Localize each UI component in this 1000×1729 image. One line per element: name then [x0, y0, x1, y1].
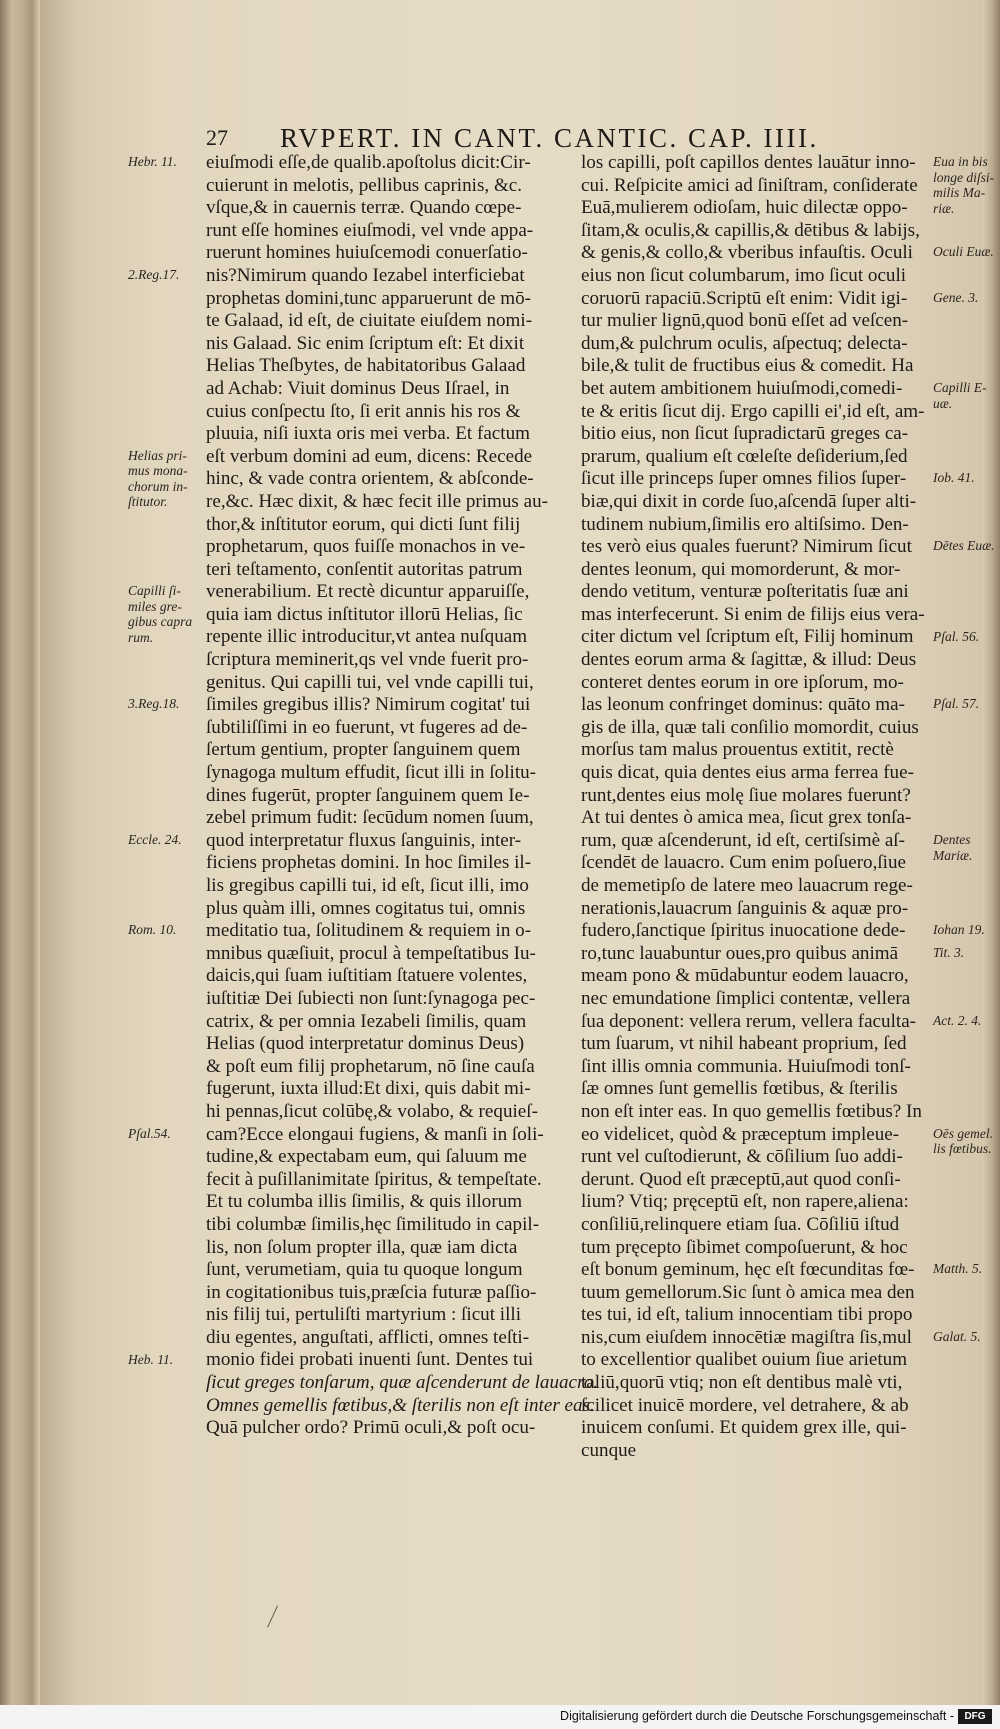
text-line: hi pennas,ſicut colūbę,& volabo, & requieſ- [206, 1100, 538, 1122]
text-line: meam pono & mūdabuntur eodem lauacro, [581, 965, 909, 987]
text-line: quis dicat, quia dentes eius arma ferrea fue- [581, 762, 914, 784]
text-line: ſubtiliſſimi in eo fuerunt, vt fugeres ad de- [206, 716, 528, 738]
text-line: ſcriptura meminerit,qs vel vnde fuerit pro- [206, 649, 529, 671]
text-line: Et tu columba illis ſimilis, & quis illorum [206, 1191, 523, 1213]
text-line: nis Galaad. Sic enim ſcriptum eſt: Et dixit [206, 332, 525, 354]
text-line: plus quàm illi, omnes cogitatus tui, omnis [206, 897, 526, 919]
margin-note: Capilli E- uæ. [933, 380, 987, 411]
text-line: daicis,qui ſuam iuſtitiam ſtatuere volentes, [206, 965, 528, 987]
text-line: prarum, qualium eſt cœleſte deſiderium,ſed [581, 445, 908, 467]
text-line: nis,cum eiuſdem innocētiæ magiſtra ſis,mul [581, 1326, 912, 1348]
text-line: zebel primum fudit: ſecūdum nomen ſuum, [206, 807, 534, 829]
margin-note: Eua in bis longe diſsi- milis Ma- riæ. [933, 154, 995, 216]
text-line: mas interfecerunt. Si enim de filijs eius vera- [581, 603, 925, 625]
margin-note: Iob. 41. [933, 470, 975, 486]
text-line: ficiens prophetas domini. In hoc ſimiles il- [206, 852, 532, 874]
text-line: & genis,& collo,& vberibus infauſtis. Oculi [581, 242, 913, 264]
text-line: nerationis,lauacrum ſanguinis & aquæ pro- [581, 897, 909, 919]
margin-note: Rom. 10. [128, 922, 177, 938]
text-line: tur mulier lignū,quod bonū eſſet ad veſcen- [581, 310, 909, 332]
text-line: de memetipſo de latere meo lauacrum rege- [581, 875, 913, 896]
margin-note: 2.Reg.17. [128, 267, 180, 282]
text-line: iuſtitiæ Dei ſubiecti non ſunt:ſynagoga pec- [206, 987, 536, 1009]
text-line: biæ,qui dixit in corde ſuo,aſcendā ſuper alti- [581, 490, 917, 512]
text-line: ſertum gentium, propter ſanguinem quem [206, 739, 521, 761]
margin-note: Hebr. 11. [128, 154, 177, 169]
margin-note: Matth. 5. [933, 1261, 983, 1277]
text-line: taliū,quorū vtiq; non eſt dentibus malè vti, [581, 1372, 903, 1394]
text-line: tes verò eius quales fuerunt? Nimirum ſicut [581, 536, 912, 558]
dfg-logo: DFG [958, 1709, 992, 1724]
margin-note: Act. 2. 4. [933, 1012, 982, 1028]
text-line: eo videlicet, quòd & præceptum impleue- [581, 1123, 900, 1145]
margin-note: Dentes Mariæ. [933, 832, 973, 863]
text-line: dentes eorum arma & ſagittæ, & illud: Deus [581, 649, 917, 671]
text-line: venerabilium. Et rectè dicuntur apparuiſſe, [206, 581, 530, 603]
text-line: thor,& inſtitutor eorum, qui dicti ſunt filij [206, 513, 521, 535]
text-line: to excellentior qualibet ouium ſiue arietum [581, 1349, 908, 1371]
text-line: ſynagoga multum effudit, ſicut illi in ſolitu- [206, 762, 537, 784]
text-line: cuius conſpectu ſto, ſi erit annis his ros & [206, 400, 521, 422]
text-line: cam?Ecce elongaui fugiens, & manſi in ſoli- [206, 1123, 544, 1145]
margin-note: Pſal. 56. [933, 628, 980, 644]
text-line: inuicem conſumi. Et quidem grex ille, qui- [581, 1417, 907, 1439]
text-line: dum,& pulchrum oculis, aſpectuq; delecta- [581, 332, 908, 354]
text-line: dendo vetitum, venturæ poſteritatis ſuæ ani [581, 581, 909, 603]
text-line: coruorū rapaciū.Scriptū eſt enim: Vidit igi- [581, 287, 908, 309]
margin-note: Pſal. 57. [933, 696, 980, 712]
text-line: te & eritis ſicut dij. Ergo capilli ei',id eſt, am- [581, 400, 925, 422]
margin-note: Eccle. 24. [128, 832, 182, 847]
text-line: conteret dentes eorum in ore ipſorum, mo- [581, 671, 904, 693]
text-line: ad Achab: Viuit dominus Deus Iſrael, in [206, 377, 510, 399]
text-line: tum pręcepto ſibimet compoſuerunt, & hoc [581, 1236, 908, 1258]
text-line: ſitam,& oculis,& capillis,& dētibus & labijs, [581, 219, 920, 241]
footer-bar [0, 1705, 1000, 1729]
text-line: runt eſſe homines eiuſmodi, vel vnde appa- [206, 219, 534, 241]
text-line: prophetarum, quos fuiſſe monachos in ve- [206, 536, 526, 558]
footer-credit: Digitalisierung gefördert durch die Deutsche Forschungsgemeinschaft - [560, 1709, 954, 1723]
text-line: fugerunt, iuxta illud:Et dixi, quis dabit mi- [206, 1078, 531, 1100]
text-line: gis de illa, quæ tali conſilio momordit, cuius [581, 716, 919, 738]
text-line: tuum gemellorum.Sic ſunt ò amica mea den [581, 1281, 915, 1303]
book-page-edges [0, 0, 40, 1729]
text-line: ſint illis omnia communia. Huiuſmodi tonſ- [581, 1055, 911, 1077]
text-line: runt,dentes eius molę ſiue molares fuerunt? [581, 784, 911, 806]
text-line: meditatio tua, ſolitudinem & requiem in o- [206, 920, 532, 942]
margin-note: Capilli ſi- miles gre- gibus capra rum. [128, 583, 193, 645]
margin-note: Oēs gemel. lis fœtibus. [933, 1125, 993, 1157]
text-line: tum ſuarum, vt nihil habeant proprium, ſed [581, 1033, 907, 1055]
text-line: nis filij tui, pertuliſti martyrium : ſicut illi [206, 1304, 522, 1326]
text-line: ruerunt homines huiuſcemodi conuerſatio- [206, 242, 528, 264]
margin-note: Galat. 5. [933, 1329, 981, 1345]
text-line: eius non ſicut columbarum, imo ſicut oculi [581, 264, 907, 286]
right-text-column [581, 152, 981, 1462]
text-line: ſcendēt de lauacro. Cum enim poſuero,ſiue [581, 852, 907, 874]
text-line: ſicut ille princeps ſuper omnes filios ſuper- [581, 468, 907, 490]
text-line: derunt. Quod eſt præceptū,aut quod conſi- [581, 1168, 901, 1190]
margin-note: Gene. 3. [933, 289, 979, 305]
text-line: fecit à puſillanimitate ſpiritus, & tempeſtate. [206, 1168, 542, 1190]
text-line: bile,& tulit de fructibus eius & comedit. Ha [581, 355, 914, 377]
text-line: prophetas domini,tunc apparuerunt de mō- [206, 287, 532, 309]
text-line: Quā pulcher ordo? Primū oculi,& poſt ocu- [206, 1417, 536, 1439]
text-line: ſcilicet inuicē mordere, vel detrahere, & ab [581, 1394, 909, 1416]
text-line: hinc, & vade contra orientem, & abſconde- [206, 468, 534, 490]
text-line: monio fidei probati inuenti ſunt. Dentes tui [206, 1349, 534, 1371]
text-line: eſt bonum geminum, hęc eſt fœcunditas fœ- [581, 1259, 915, 1281]
margin-note: Helias pri- mus mona- chorum in- ſtitutor. [128, 447, 188, 510]
text-line: non eſt inter eas. In quo gemellis fœtibus? In [581, 1100, 922, 1122]
text-line: in cogitationibus tuis,præſcia futuræ paſſio- [206, 1281, 537, 1303]
text-line: cui. Reſpicite amici ad ſiniſtram, conſiderate [581, 174, 918, 196]
text-line: Helias (quod interpretatur dominus Deus) [206, 1033, 525, 1055]
text-line: ſunt, verumetiam, quia tu quoque longum [206, 1259, 523, 1281]
text-line: fudero,ſanctique ſpiritus inuocatione dede- [581, 920, 906, 942]
text-line: conſiliū,relinquere etiam ſua. Cōſiliū iſtud [581, 1213, 900, 1235]
book-page [40, 0, 1000, 1705]
running-head: RVPERT. IN CANT. CANTIC. CAP. IIII. [280, 123, 819, 153]
text-line: tibi columbæ ſimilis,hęc ſimilitudo in capil- [206, 1213, 540, 1235]
text-line: nis?Nimirum quando Iezabel interficiebat [206, 264, 525, 286]
text-line: lium? Vtiq; pręceptū eſt, non rapere,aliena: [581, 1191, 909, 1213]
text-line: te Galaad, id eſt, de ciuitate eiuſdem nomi- [206, 310, 533, 332]
text-line: vſque,& in cauernis terræ. Quando cœpe- [206, 197, 522, 219]
text-line: eiuſmodi eſſe,de qualib.apoſtolus dicit:Cir- [206, 152, 531, 173]
page-number: 27 [206, 125, 228, 150]
text-line: At tui dentes ò amica mea, ſicut grex tonſa- [581, 807, 912, 829]
margin-note: Iohan 19. [933, 922, 985, 938]
text-line: dentes leonum, qui momorderunt, & mor- [581, 558, 901, 580]
text-line: bet autem ambitionem huiuſmodi,comedi- [581, 377, 903, 399]
text-line: los capilli, poſt capillos dentes lauātur inno- [581, 152, 916, 173]
margin-note: Dētes Euæ. [933, 538, 995, 554]
text-line: diu egentes, anguſtati, afflicti, omnes teſti- [206, 1326, 530, 1348]
text-line: Euā,mulierem odioſam, huic dilectæ oppo- [581, 197, 908, 219]
text-line: dines fugerūt, propter ſanguinem quem Ie- [206, 784, 530, 806]
text-line: catrix, & per omnia Iezabeli ſimilis, quam [206, 1010, 527, 1032]
text-line: lis gregibus capilli tui, id eſt, ſicut illi, imo [206, 875, 529, 896]
text-line: & poſt eum filij prophetarum, nō ſine cauſa [206, 1055, 535, 1077]
text-line: pluuia, niſi iuxta oris mei verba. Et factum [206, 423, 530, 445]
text-line: tes tui, id eſt, talium innocentiam tibi propo [581, 1304, 913, 1326]
text-line: quod interpretatur fluxus ſanguinis, inter- [206, 829, 522, 851]
text-line: rum, quæ aſcenderunt, id eſt, certiſsimè aſ- [581, 829, 905, 851]
text-line: mnibus quæſiuit, procul à tempeſtatibus Iu- [206, 942, 536, 964]
text-line: bitio eius, non ſicut ſupradictarū greges ca- [581, 423, 909, 445]
left-text-column [206, 152, 601, 1440]
text-line: ſua deponent: vellera rerum, vellera faculta- [581, 1010, 917, 1032]
text-line: genitus. Qui capilli tui, vel vnde capilli tui, [206, 671, 534, 693]
text-line: cunque [581, 1439, 637, 1461]
text-line: Helias Theſbytes, de habitatoribus Galaad [206, 355, 526, 377]
text-line: ſicut greges tonſarum, quæ aſcenderunt de lauacro. [206, 1372, 599, 1394]
text-line: las leonum confringet dominus: quāto ma- [581, 694, 905, 716]
text-line: quia iam dictus inſtitutor illorū Helias, ſic [206, 603, 523, 625]
text-line: Omnes gemellis fœtibus,& ſterilis non eſt inter eas. [206, 1394, 595, 1416]
text-line: eſt verbum domini ad eum, dicens: Recede [206, 445, 533, 467]
text-line: cuierunt in melotis, pellibus caprinis, &c. [206, 174, 523, 196]
text-line: lis, non ſolum propter illa, quæ iam dicta [206, 1236, 518, 1258]
text-line: runt vel cuſtodierunt, & cōſilium ſuo addi- [581, 1146, 903, 1168]
text-line: tudinem nubium,ſimilis ero altiſsimo. Den- [581, 513, 909, 535]
margin-note: Heb. 11. [128, 1351, 174, 1367]
margin-note: Tit. 3. [933, 945, 965, 960]
text-line: nec emundatione ſimplici contentæ, vellera [581, 987, 911, 1009]
text-line: re,&c. Hæc dixit, & hæc fecit ille primus au- [206, 490, 549, 512]
text-line: ſimiles gregibus illis? Nimirum cogitat' tui [206, 694, 531, 716]
margin-note: 3.Reg.18. [128, 696, 180, 712]
text-line: citer dictum vel ſcriptum eſt, Filij hominum [581, 626, 914, 648]
text-line: teri teſtamento, conſentit autoritas patrum [206, 558, 523, 580]
margin-note: Oculi Euæ. [933, 244, 994, 260]
text-line: ſæ omnes ſunt gemellis fœtibus, & ſterilis [581, 1078, 898, 1100]
margin-note: Pſal.54. [128, 1125, 171, 1141]
text-line: tudine,& expectabam eum, qui ſaluum me [206, 1146, 527, 1168]
text-line: repente illic introducitur,vt antea nuſquam [206, 626, 528, 648]
text-line: morſus tam malus prouentus extitit, rectè [581, 739, 894, 761]
pen-mark [267, 1605, 281, 1628]
text-line: ro,tunc lauabuntur oues,pro quibus animā [581, 942, 899, 964]
